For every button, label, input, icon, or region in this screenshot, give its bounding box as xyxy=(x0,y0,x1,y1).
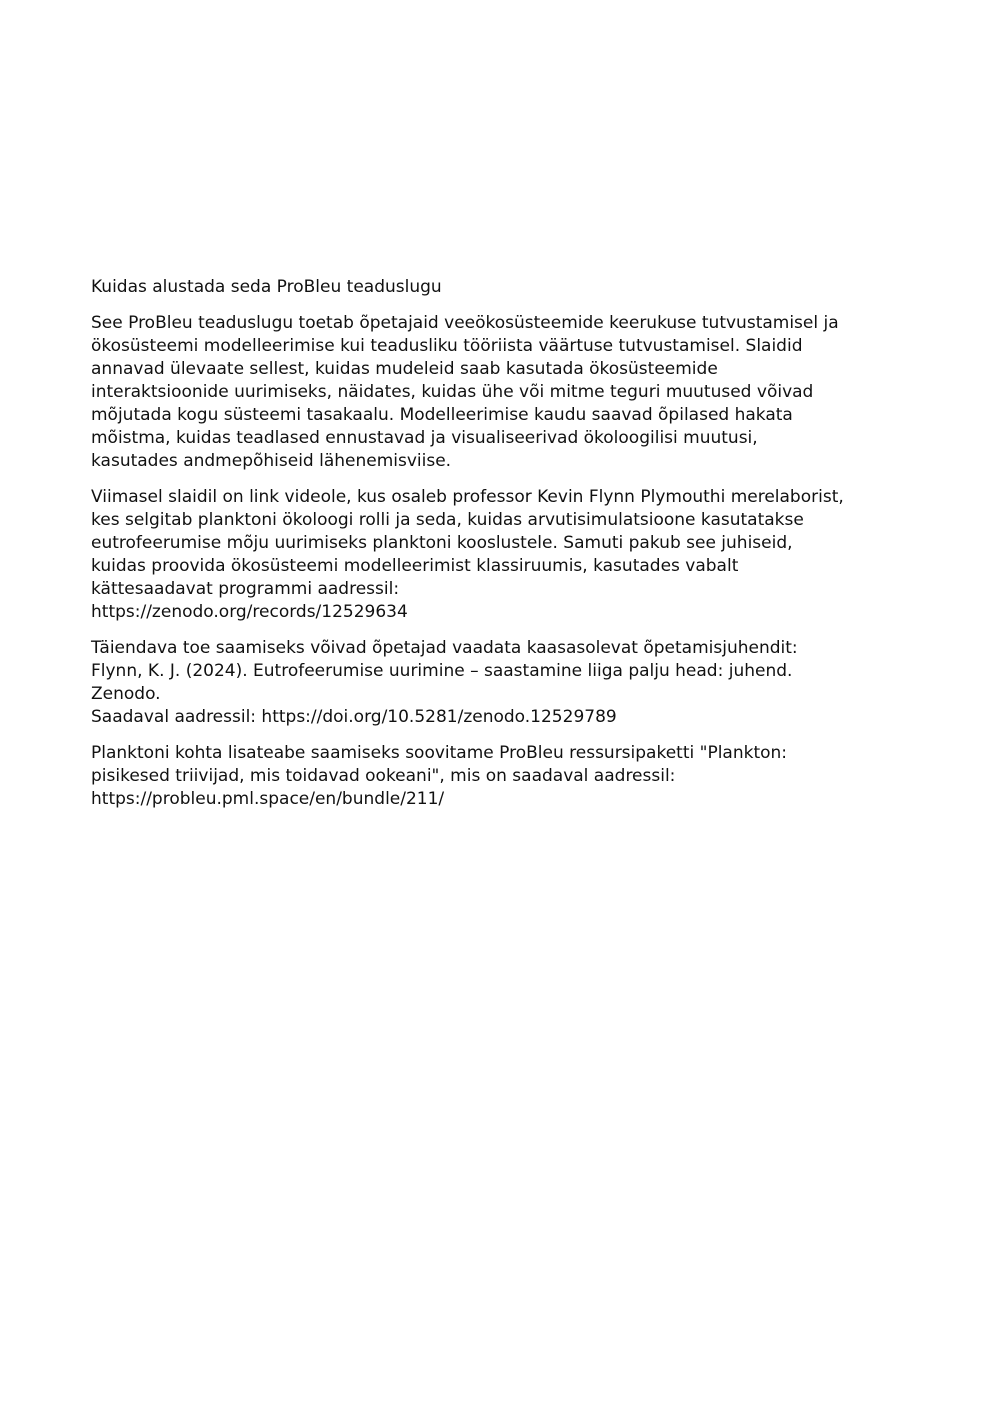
text-line: ökosüsteemi modelleerimise kui teadusliku tööriista väärtuse tutvustamisel. Slaidid xyxy=(91,336,803,356)
text-line: mõjutada kogu süsteemi tasakaalu. Modelleerimise kaudu saavad õpilased hakata xyxy=(91,405,793,425)
text-line: kuidas proovida ökosüsteemi modelleerimist klassiruumis, kasutades vabalt xyxy=(91,556,739,576)
text-line: mõistma, kuidas teadlased ennustavad ja visualiseerivad ökoloogilisi muutusi, xyxy=(91,428,758,448)
text-line: eutrofeerumise mõju uurimiseks planktoni kooslustele. Samuti pakub see juhiseid, xyxy=(91,533,793,553)
text-line: See ProBleu teaduslugu toetab õpetajaid veeökosüsteemide keerukuse tutvustamisel ja xyxy=(91,313,839,333)
text-line: annavad ülevaate sellest, kuidas mudeleid saab kasutada ökosüsteemide xyxy=(91,359,718,379)
plankton-bundle-paragraph xyxy=(91,742,931,811)
document-page xyxy=(91,276,931,824)
citation-line: Flynn, K. J. (2024). Eutrofeerumise uurimine – saastamine liiga palju head: juhend. xyxy=(91,661,793,681)
document-title: Kuidas alustada seda ProBleu teaduslugu xyxy=(91,277,442,297)
probleu-bundle-url[interactable]: https://probleu.pml.space/en/bundle/211/ xyxy=(91,789,445,809)
doi-url[interactable]: Saadaval aadressil: https://doi.org/10.5281/zenodo.12529789 xyxy=(91,707,617,727)
text-line: Viimasel slaidil on link videole, kus osaleb professor Kevin Flynn Plymouthi merelaborist, xyxy=(91,487,844,507)
text-line: Täiendava toe saamiseks võivad õpetajad vaadata kaasasolevat õpetamisjuhendit: xyxy=(91,638,798,658)
teaching-guide-paragraph xyxy=(91,637,931,729)
text-line: kättesaadavat programmi aadressil: xyxy=(91,579,400,599)
text-line: kes selgitab planktoni ökoloogi rolli ja seda, kuidas arvutisimulatsioone kasutatakse xyxy=(91,510,804,530)
text-line: pisikesed triivijad, mis toidavad ookeani", mis on saadaval aadressil: xyxy=(91,766,676,786)
text-line: Planktoni kohta lisateabe saamiseks soovitame ProBleu ressursipaketti "Plankton: xyxy=(91,743,788,763)
intro-paragraph xyxy=(91,312,931,473)
zenodo-records-url[interactable]: https://zenodo.org/records/12529634 xyxy=(91,602,408,622)
text-line: kasutades andmepõhiseid lähenemisviise. xyxy=(91,451,452,471)
text-line: interaktsioonide uurimiseks, näidates, kuidas ühe või mitme teguri muutused võivad xyxy=(91,382,814,402)
video-paragraph xyxy=(91,486,931,624)
citation-line: Zenodo. xyxy=(91,684,161,704)
